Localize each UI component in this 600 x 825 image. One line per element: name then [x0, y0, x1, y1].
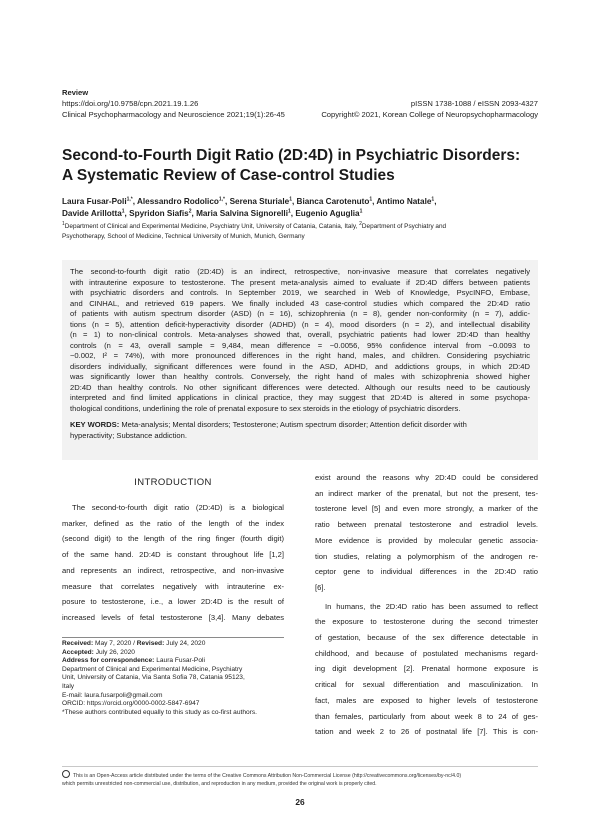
author-name: Alessandro Rodolico	[136, 197, 219, 206]
correspondence-line: Department of Clinical and Experimental Medicine, Psychiatry	[62, 665, 243, 673]
correspondence-line: Italy	[62, 682, 75, 690]
affil-sup-2: 2	[359, 220, 362, 227]
author-name: Eugenio Aguglia	[295, 209, 360, 218]
revised-date: July 24, 2020	[166, 640, 206, 647]
abstract-line: of patients with autism spectrum disorder (ASD) (n = 16), schizophrenia (n = 8), gender non-conformity (n = 7), addic-	[70, 309, 530, 318]
copyright: Copyright© 2021, Korean College of Neuropsychopharmacology	[321, 110, 538, 119]
title-line-1: Second-to-Fourth Digit Ratio (2D:4D) in Psychiatric Disorders:	[62, 147, 521, 164]
abstract-line: disorders individually, significant differences were found in the ASD, ADHD, and addictions groups, in which 2D:4D	[70, 361, 530, 371]
authors-line-2	[62, 208, 436, 220]
affiliation-2-end: Psychotherapy, School of Medicine, Technical University of Munich, Munich, Germany	[62, 232, 305, 240]
title-line-2: A Systematic Review of Case-control Studies	[62, 167, 395, 184]
intro-line: the exposure to testosterone during the second trimester	[315, 617, 538, 627]
correspondence-line: E-mail: laura.fusarpoli@gmail.com	[62, 691, 163, 699]
author-name: Maria Salvina Signorelli	[196, 209, 288, 218]
correspondence-line: *These authors contributed equally to this study as co-first authors.	[62, 708, 257, 716]
intro-line: ceptor gene to individual differences in the 2D:4D ratio	[315, 567, 538, 577]
intro-line: childhood, and because of postulated mechanisms regard-	[315, 648, 538, 658]
intro-line: critical for sexual differentiation and masculinization. In	[315, 680, 538, 690]
intro-line: (second digit) to the length of the ring finger (fourth digit)	[62, 534, 284, 544]
affiliation-1: Department of Clinical and Experimental Medicine, Psychiatry Unit, University of Catania, Catania, Italy,	[64, 223, 358, 230]
intro-line: More evidence is provided by molecular genetic associa-	[315, 535, 538, 545]
intro-line: ratio between prenatal testosterone and estradiol levels.	[315, 520, 538, 530]
abstract-line: (n = 1) to non-clinical controls. Meta-analyses showed that, overall, psychiatric patients had lower 2D:4D than healthy	[70, 330, 530, 339]
author-separator: ,	[434, 197, 437, 206]
intro-line: than females, particularly from about week 8 to 24 of ges-	[315, 711, 538, 721]
author-name: Antimo Natale	[376, 197, 432, 206]
paper-title	[62, 146, 520, 186]
intro-line: The second-to-fourth digit ratio (2D:4D) is a biological	[72, 503, 284, 512]
license-line-1: This is an Open-Access article distributed under the terms of the Creative Commons Attribution Non-Commercial License (http://creativecommons.org/licenses/by-nc/4.0)	[73, 773, 462, 779]
article-type: Review	[62, 88, 89, 97]
abstract-line: controls (n = 43, overall sample = 9,484, mean difference = −0.0056, 95% confidence interval from −0.0093 to	[70, 340, 530, 350]
correspondence-line: Unit, University of Catania, Via Santa Sofia 78, Catania 95123,	[62, 674, 245, 682]
abstract-line: tions (n = 5), attention deficit-hyperactivity disorder (ADHD) (n = 4), mood disorders (n = 2), and intellectual disability	[70, 319, 530, 329]
author-affil-sup: 1	[359, 208, 363, 215]
author-separator: ,	[191, 209, 197, 218]
abstract-line: 2D:4D than healthy controls. No other significant differences were detected. Although our results need to be cautiously	[70, 382, 530, 392]
author-separator: ,	[291, 197, 297, 206]
author-separator: ,	[124, 209, 130, 218]
intro-line: of the same hand. 2D:4D is constant throughout life [1,2]	[62, 550, 284, 560]
author-affil-sup: 2	[188, 208, 192, 215]
abstract-line: interpreted and find limited applications in clinical practice, they may suggest that 2D:4D is altered in some psychopa-	[70, 393, 530, 402]
page-number: 26	[295, 797, 305, 807]
intro-left-column	[62, 500, 284, 626]
keywords-label: KEY WORDS:	[70, 420, 120, 429]
received-date: May 7, 2020	[95, 640, 132, 647]
correspondence-name: Laura Fusar-Poli	[156, 657, 205, 665]
intro-line: increased levels of fetal testosterone [3,4]. Many debates	[62, 612, 284, 622]
correspondence-label: Address for correspondence:	[62, 657, 155, 665]
keywords-text: Meta-analysis; Mental disorders; Testosterone; Autism spectrum disorder; Attention deficit disorder with	[121, 420, 467, 429]
intro-line: fact, males are exposed to higher levels of testosterone	[315, 695, 538, 705]
doi-link[interactable]: https://doi.org/10.9758/cpn.2021.19.1.26	[62, 99, 199, 108]
author-name: Davide Arillotta	[62, 209, 122, 218]
affiliation-2-start: Department of Psychiatry and	[361, 223, 447, 230]
correspondence-line: ORCID: https://orcid.org/0000-0002-5847-6947	[62, 700, 200, 708]
abstract-line: The second-to-fourth digit ratio (2D:4D) is an indirect, retrospective, non-invasive measure that correlates negatively	[70, 267, 530, 276]
revised-label: Revised:	[136, 640, 165, 647]
license-rule	[62, 766, 538, 767]
footnote-rule	[62, 637, 284, 638]
abstract-line: thological conditions, underlining the role of prenatal exposure to sex steroids in the etiology of psychiatric disorders.	[70, 403, 461, 413]
intro-line: of gestation, because of the sex difference detectable in	[315, 633, 538, 643]
author-affil-sup: 1	[431, 196, 435, 203]
intro-line: measure that correlates negatively with intrauterine ex-	[62, 581, 284, 591]
keywords-text-2: hyperactivity; Substance addiction.	[70, 430, 187, 440]
author-affil-sup: 1	[287, 208, 291, 215]
abstract-line: −0.002, I² = 74%), with more pronounced differences in the right hand, males, and children. Considering psychiatric	[70, 351, 530, 360]
intro-line: an indirect marker of the prenatal, but not the present, tes-	[315, 488, 538, 498]
footnote: Received: May 7, 2020 / Revised: July 24, 2020 Accepted: July 26, 2020 Address for correspondence: Laura Fusar-Poli Department of Clinical and Experimental Medicine, Psychiatry Unit, University of Catania, Via Santa Sofia 78, Catania 95123, Italy E-mail: laura.fusarpoli@gmail.com ORCID: https://orcid.org/0000-0002-5847-6947 *These authors contributed equally to this study as co-first authors.	[62, 640, 284, 717]
affiliations	[62, 222, 538, 241]
intro-line: marker, defined as the ratio of the length of the index	[62, 518, 284, 528]
abstract-line: with intrauterine exposure to testosterone. The present meta-analysis aimed to evaluate if 2D:4D differs between patients	[70, 277, 530, 287]
accepted-label: Accepted:	[62, 648, 94, 656]
authors-line-1	[62, 196, 436, 208]
author-name: Bianca Carotenuto	[296, 197, 370, 206]
intro-line: and represents an indirect, retrospective, and non-invasive	[62, 565, 284, 575]
author-separator: ,	[290, 209, 296, 218]
author-name: Laura Fusar-Poli	[62, 197, 127, 206]
received-label: Received:	[62, 640, 94, 647]
author-separator: ,	[225, 197, 230, 206]
author-affil-sup: 1,*	[126, 196, 133, 203]
author-affil-sup: 1	[289, 196, 292, 203]
accepted-date: July 26, 2020	[95, 648, 135, 656]
license	[62, 770, 538, 788]
affil-sup-1: 1	[62, 220, 65, 227]
intro-heading: INTRODUCTION	[134, 477, 212, 488]
intro-line: tation and week 2 to 26 of postnatal life [7]. This is con-	[315, 727, 538, 737]
author-name: Spyridon Siafis	[129, 209, 189, 218]
intro-line: exist around the reasons why 2D:4D could be considered	[315, 473, 538, 482]
open-access-icon	[62, 770, 70, 778]
abstract-line: and CINHAL, and retrieved 619 papers. We finally included 43 case-control studies which compared the 2D:4D ratio	[70, 298, 530, 308]
intro-line: posure to testosterone, i.e., a lower 2D:4D is the result of	[62, 597, 284, 607]
journal-citation: Clinical Psychopharmacology and Neuroscience 2021;19(1):26-45	[62, 110, 285, 119]
abstract	[70, 267, 530, 441]
author-affil-sup: 1,*	[218, 196, 225, 203]
author-name: Serena Sturiale	[229, 197, 290, 206]
abstract-line: was significantly lower than healthy controls. Conversely, the right hand of males with schizophrenia showed higher	[70, 372, 530, 381]
intro-line: [6].	[315, 582, 326, 592]
author-separator: ,	[372, 197, 377, 206]
author-affil-sup: 1	[369, 196, 373, 203]
abstract-line: with psychiatric disorders and controls. In September 2019, we searched in Web of Knowledge, PsycINFO, Embase,	[70, 288, 530, 297]
author-list	[62, 196, 436, 220]
issn: pISSN 1738-1088 / eISSN 2093-4327	[410, 99, 538, 108]
intro-line: In humans, the 2D:4D ratio has been assumed to reflect	[325, 601, 538, 611]
intro-right-column	[315, 470, 538, 740]
intro-line: tosterone level [5] and even more strongly, a marker of the	[315, 504, 538, 514]
intro-line: ing digit development [2]. Prenatal hormone exposure is	[315, 664, 538, 674]
keywords	[70, 420, 530, 441]
author-affil-sup: 1	[121, 208, 125, 215]
intro-line: tion studies, relating a polymorphism of the androgen re-	[315, 551, 538, 561]
author-separator: ,	[132, 197, 137, 206]
license-line-2: which permits unrestricted non-commercial use, distribution, and reproduction in any medium, provided the original work is properly cited.	[62, 781, 377, 787]
